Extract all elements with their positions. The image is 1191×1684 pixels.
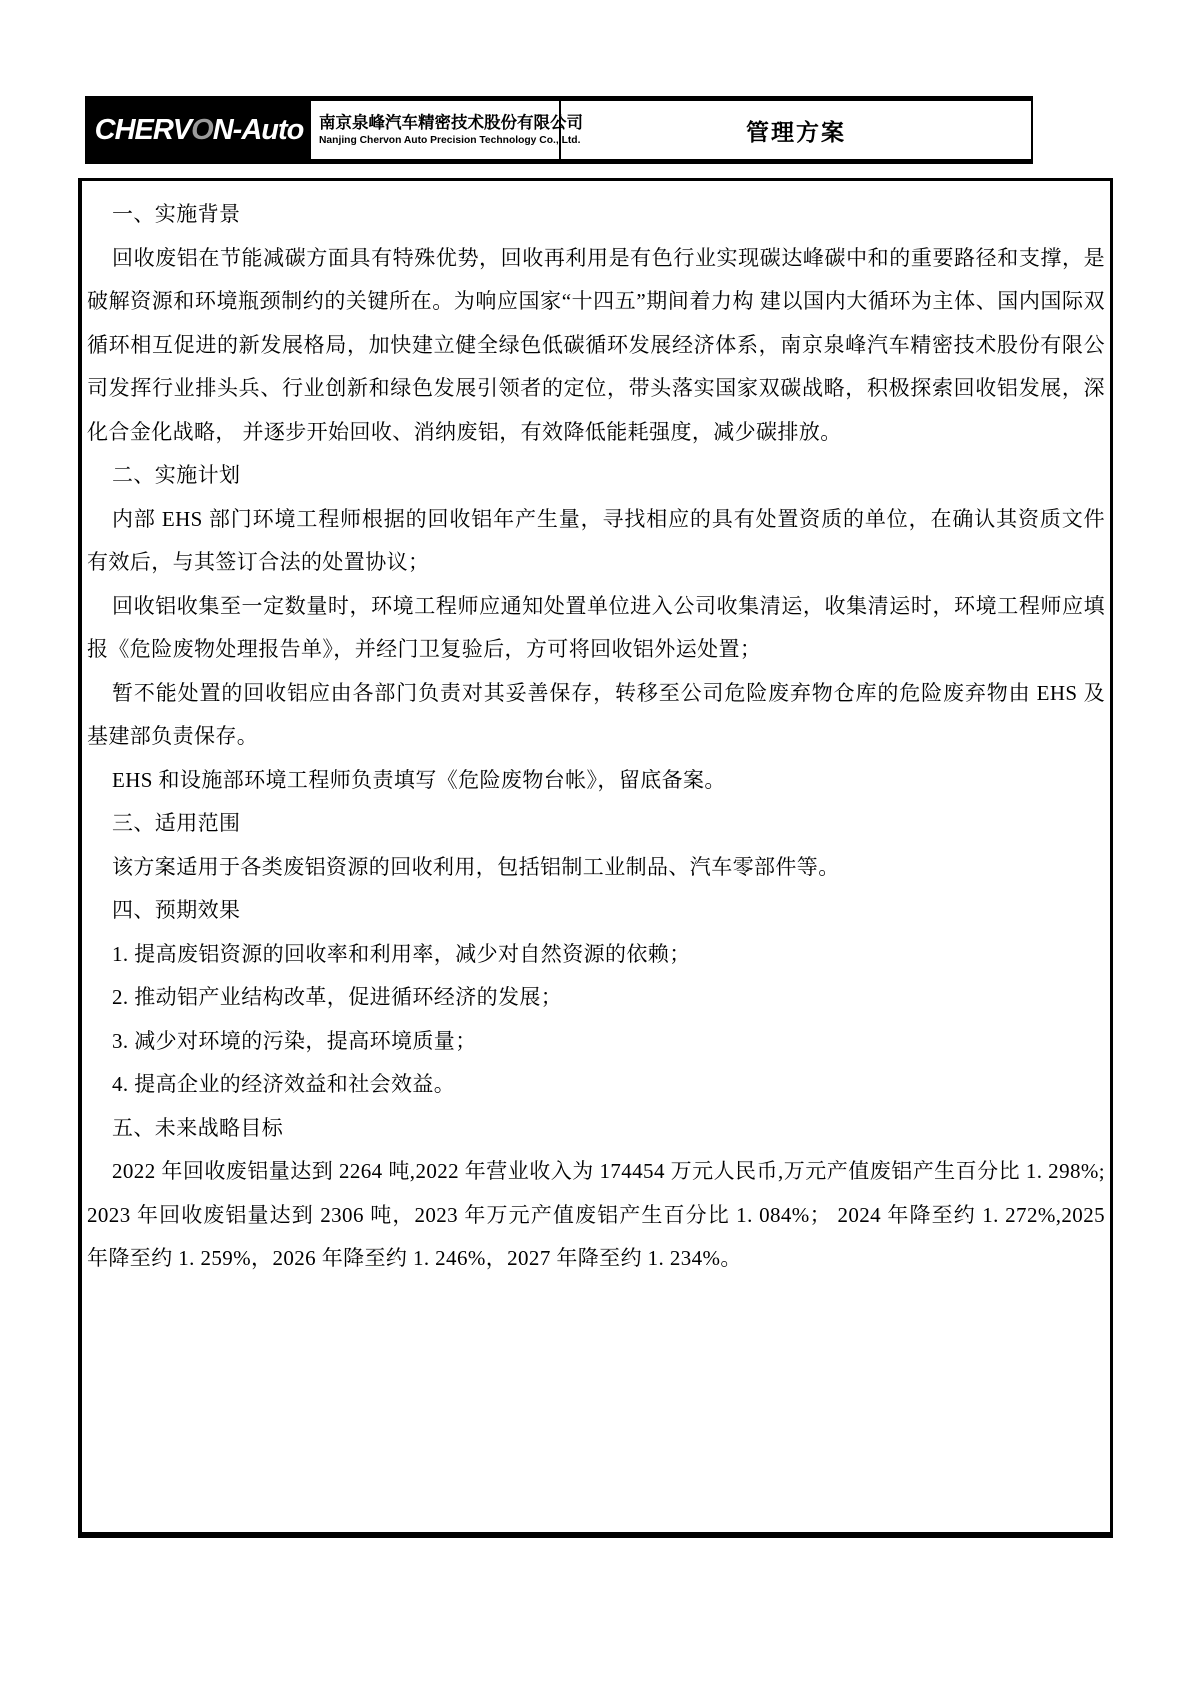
document-header: [85, 96, 1033, 164]
logo-part-2: N-Auto: [212, 113, 304, 146]
doc-title-cell: [561, 101, 1031, 159]
section-3-paragraph: 该方案适用于各类废铝资源的回收利用，包括铝制工业制品、汽车零部件等。: [112, 854, 840, 879]
doc-title: 管理方案: [746, 118, 846, 145]
section-3-heading: 三、适用范围: [112, 811, 241, 835]
section-4-heading: 四、预期效果: [112, 898, 241, 922]
company-name-chinese: 南京泉峰汽车精密技术股份有限公司: [319, 114, 583, 132]
section-5-paragraph: 2022 年回收废铝量达到 2264 吨,2022 年营业收入为 174454 万元人民币,万元产值废铝产生百分比 1. 298%; 2023 年回收废铝量达到 2306 吨，2023 年万元产值废铝产生百分比 1. 084%； 2024 年降至约 1. 272%,2025 年降至约 1. 259%，2026 年降至约 1. 246%，2027 年降至约 1. 234%。: [87, 1159, 1105, 1270]
section-2-heading: 二、实施计划: [112, 463, 241, 487]
section-1-heading: 一、实施背景: [112, 202, 241, 226]
company-name-english: Nanjing Chervon Auto Precision Technology Co., Ltd.: [319, 134, 581, 146]
chervon-logo-text: [95, 114, 304, 147]
section-2-paragraph-1: 内部 EHS 部门环境工程师根据的回收铝年产生量，寻找相应的具有处置资质的单位，在确认其资质文件有效后，与其签订合法的处置协议；: [87, 506, 1105, 574]
section-4-list-item-3: 3. 减少对环境的污染，提高环境质量；: [112, 1028, 477, 1053]
chervon-logo: [87, 101, 311, 159]
logo-part-1: CHERV: [94, 113, 192, 146]
section-5-heading: 五、未来战略目标: [112, 1115, 284, 1140]
section-4-list-item-2: 2. 推动铝产业结构改革，促进循环经济的发展；: [112, 985, 563, 1009]
section-2-paragraph-2: 回收铝收集至一定数量时，环境工程师应通知处置单位进入公司收集清运，收集清运时，环境工程师应填报《危险废物处理报告单》，并经门卫复验后，方可将回收铝外运处置；: [87, 593, 1105, 661]
section-4-list-item-1: 1. 提高废铝资源的回收率和利用率，减少对自然资源的依赖；: [112, 941, 691, 966]
section-2-paragraph-4: EHS 和设施部环境工程师负责填写《危险废物台帐》，留底备案。: [112, 767, 726, 792]
section-4-list-item-4: 4. 提高企业的经济效益和社会效益。: [112, 1072, 456, 1096]
document-body: [78, 178, 1113, 1538]
section-2-paragraph-3: 暂不能处置的回收铝应由各部门负责对其妥善保存，转移至公司危险废弃物仓库的危险废弃物由 EHS 及基建部负责保存。: [87, 680, 1105, 748]
section-1-paragraph: 回收废铝在节能减碳方面具有特殊优势，回收再利用是有色行业实现碳达峰碳中和的重要路径和支撑，是破解资源和环境瓶颈制约的关键所在。为响应国家“十四五”期间着力构 建以国内大循环为主体、国内国际双循环相互促进的新发展格局，加快建立健全绿色低碳循环发展经济体系，南京泉峰汽车精密技术股份有限公司发挥行业排头兵、行业创新和绿色发展引领者的定位，带头落实国家双碳战略，积极探索回收铝发展，深化合金化战略， 并逐步开始回收、消纳废铝，有效降低能耗强度，减少碳排放。: [87, 245, 1105, 444]
company-name-block: [311, 101, 583, 159]
logo-o-ring-icon: O: [191, 113, 213, 146]
